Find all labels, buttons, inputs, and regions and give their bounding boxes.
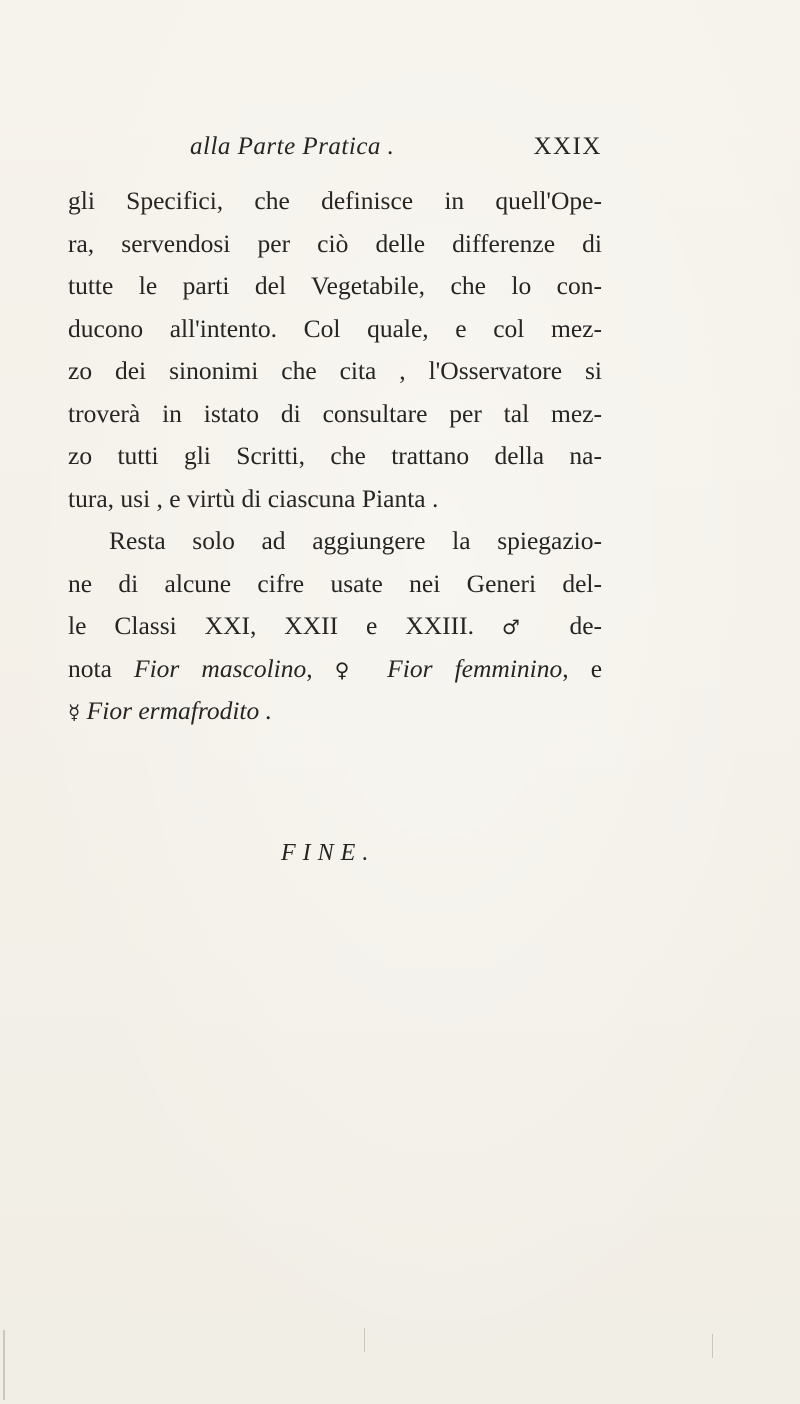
conjunction: e [590, 653, 603, 683]
text-line: tutte le parti del Vegetabile, che lo con- [68, 271, 602, 300]
female-symbol: ♀ [334, 657, 366, 682]
text-line-with-symbol: nota Fior mascolino, ♀ Fior femminino, e [68, 653, 603, 683]
text-line-with-symbol [68, 690, 602, 733]
text-line: gli Specifici, che definisce in quell'Ope- [68, 186, 602, 215]
denota-tail: de- [569, 611, 602, 640]
hermaphrodite-meaning: Fior ermafrodito . [86, 696, 273, 725]
text-line: Resta solo ad aggiungere la spiegazio- [109, 526, 602, 555]
classes-text: le Classi XXI, XXII e XXIII. [68, 611, 475, 640]
text-line-with-symbol [68, 605, 602, 648]
body-text [68, 180, 602, 733]
text-line: tura, usi , e virtù di ciascuna Pianta . [68, 483, 439, 513]
male-meaning: Fior mascolino [134, 653, 307, 683]
page-number: XXIX [533, 133, 602, 160]
page-edge-mark [712, 1334, 713, 1358]
hermaphrodite-symbol: ☿ [68, 700, 81, 724]
colophon: FINE. [281, 840, 376, 866]
text-line: ducono all'intento. Col quale, e col mez- [68, 313, 602, 343]
running-head [190, 127, 602, 167]
text-line: ra, servendosi per ciò delle differenze di [68, 228, 602, 258]
page-edge-mark [364, 1328, 365, 1352]
female-meaning: Fior femminino [387, 653, 563, 683]
male-symbol: ♂ [501, 615, 542, 639]
text-line: ne di alcune cifre usate nei Generi del- [68, 568, 602, 598]
text-line: zo tutti gli Scritti, che trattano della na- [68, 441, 602, 470]
nota-word: nota [68, 653, 112, 683]
running-title: alla Parte Pratica . [190, 133, 395, 160]
text-line: troverà in istato di consultare per tal mez- [68, 398, 602, 428]
text-line: zo dei sinonimi che cita , l'Osservatore si [68, 356, 602, 385]
page-edge-mark [3, 1330, 5, 1400]
